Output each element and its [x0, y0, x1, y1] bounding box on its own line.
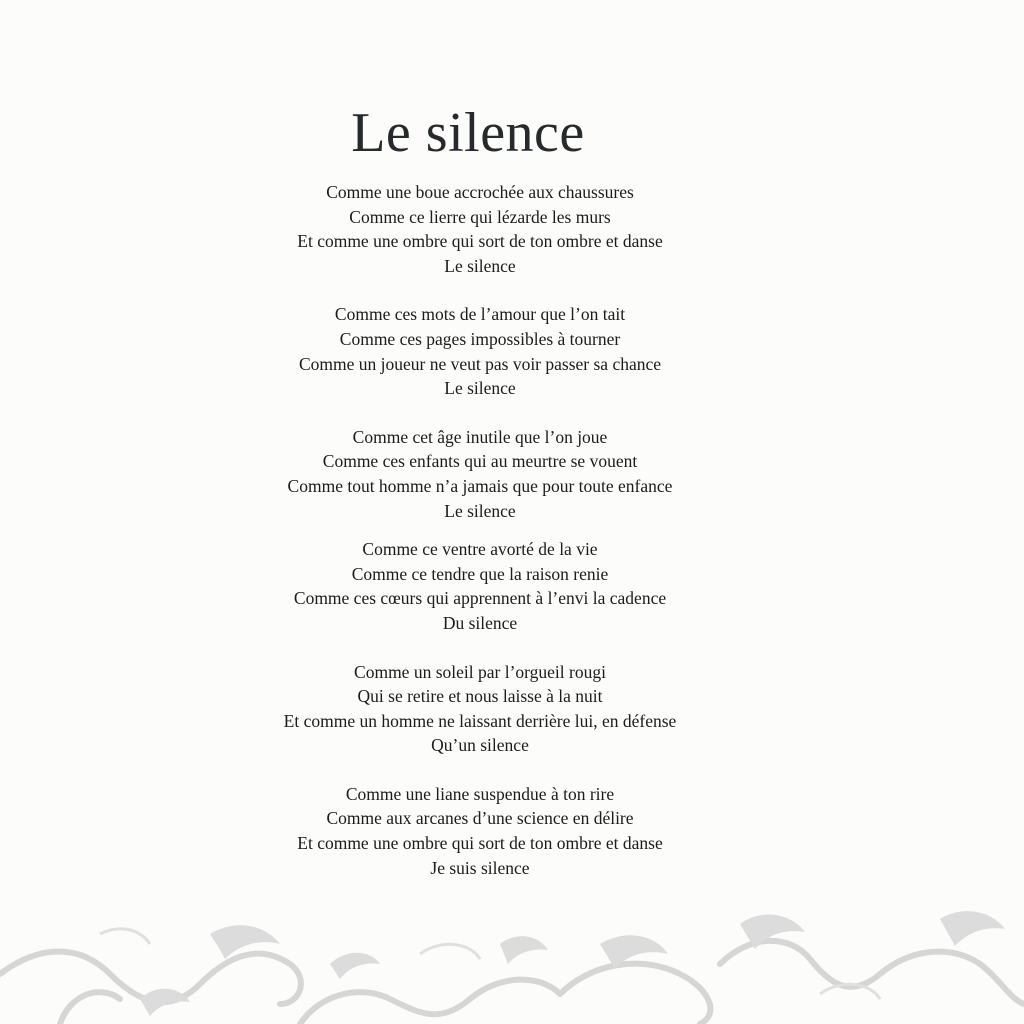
verse-line: Comme aux arcanes d’une science en délire: [326, 808, 634, 829]
stanza: [0, 180, 960, 278]
verse-line: Du silence: [442, 612, 518, 633]
stanza: [0, 660, 960, 758]
stanza: [0, 537, 960, 635]
stanza: [0, 302, 960, 400]
verse-line: Qu’un silence: [431, 735, 529, 756]
verse-line: Le silence: [444, 378, 516, 399]
stanza: [0, 425, 960, 523]
verse-line: Comme ces mots de l’amour que l’on tait: [334, 304, 626, 325]
verse-line: Comme ce lierre qui lézarde les murs: [349, 206, 611, 227]
verse-line: Je suis silence: [430, 857, 530, 878]
verse-line: Comme ce tendre que la raison renie: [351, 563, 609, 584]
verse-line: Comme ces cœurs qui apprennent à l’envi la cadence: [293, 588, 667, 609]
verse-line: Comme une liane suspendue à ton rire: [345, 783, 615, 804]
verse-line: Comme un joueur ne veut pas voir passer sa chance: [298, 353, 662, 374]
verse-line: Comme ces enfants qui au meurtre se vouent: [322, 451, 638, 472]
verse-line: Et comme un homme ne laissant derrière lui, en défense: [283, 710, 677, 731]
stanza: [0, 782, 960, 880]
poem-title: Le silence: [351, 102, 585, 164]
poem-body: [0, 180, 960, 880]
verse-line: Le silence: [444, 255, 516, 276]
verse-line: Et comme une ombre qui sort de ton ombre et danse: [297, 231, 663, 252]
verse-line: Comme tout homme n’a jamais que pour toute enfance: [287, 475, 673, 496]
verse-line: Comme ce ventre avorté de la vie: [362, 539, 598, 560]
floral-ornament: [0, 904, 1024, 1024]
verse-line: Comme une boue accrochée aux chaussures: [326, 182, 634, 202]
verse-line: Comme un soleil par l’orgueil rougi: [354, 661, 606, 682]
verse-line: Le silence: [444, 500, 516, 521]
verse-line: Qui se retire et nous laisse à la nuit: [357, 686, 603, 707]
verse-line: Et comme une ombre qui sort de ton ombre et danse: [297, 833, 663, 854]
verse-line: Comme ces pages impossibles à tourner: [339, 328, 621, 349]
verse-line: Comme cet âge inutile que l’on joue: [352, 426, 608, 447]
